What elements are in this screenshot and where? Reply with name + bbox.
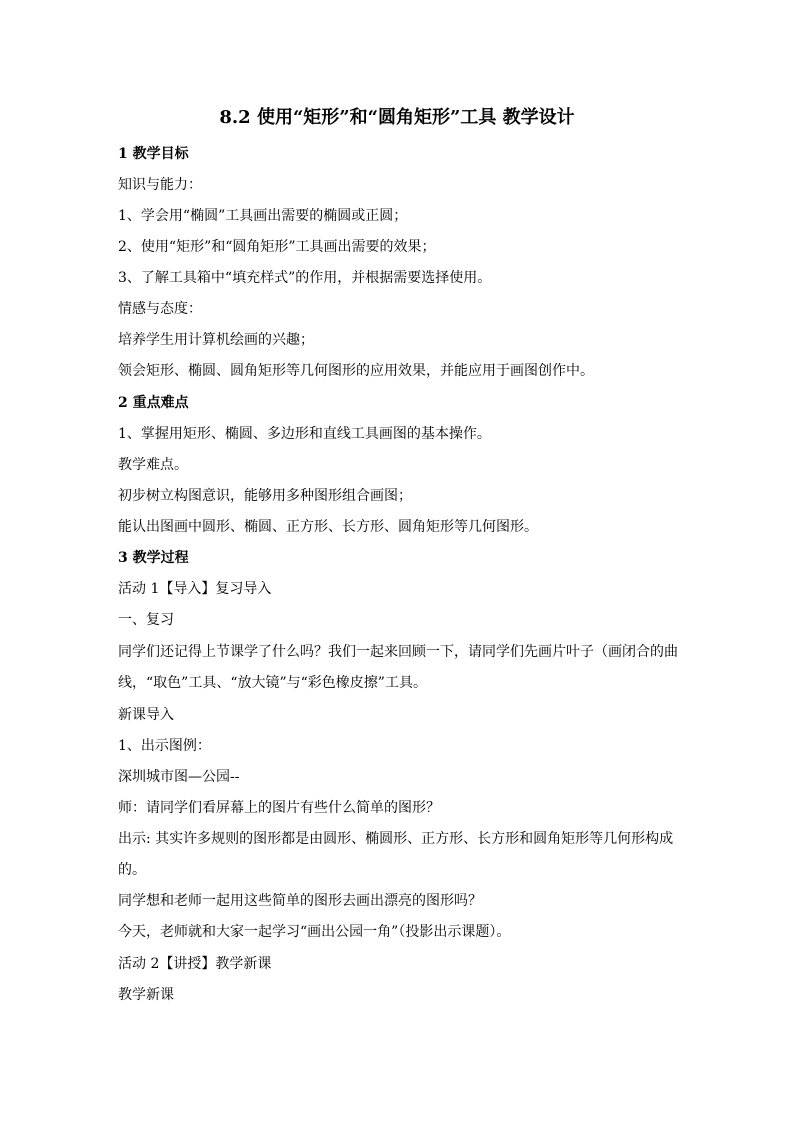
- process-line-13: 活动 2【讲授】教学新课: [118, 956, 272, 972]
- key-point-item-2: 教学难点。: [118, 457, 188, 473]
- process-line-1: 活动 1【导入】复习导入: [118, 581, 272, 597]
- attitude-label: 情感与态度：: [118, 301, 202, 317]
- section-heading-objectives: 1 教学目标: [118, 146, 189, 162]
- objective-item-2: 2、使用“矩形”和“圆角矩形”工具画出需要的效果；: [118, 239, 436, 255]
- process-line-3: 同学们还记得上节课学了什么吗？我们一起来回顾一下，请同学们先画片叶子（画闭合的曲: [118, 644, 678, 660]
- objective-item-1: 1、学会用“椭圆”工具画出需要的椭圆或正圆；: [118, 208, 408, 224]
- attitude-item-1: 培养学生用计算机绘画的兴趣；: [118, 332, 314, 348]
- attitude-item-2: 领会矩形、椭圆、圆角矩形等几何图形的应用效果，并能应用于画图创作中。: [118, 363, 594, 379]
- process-line-5: 新课导入: [118, 707, 174, 723]
- knowledge-ability-label: 知识与能力：: [118, 177, 202, 193]
- process-line-14: 教学新课: [118, 987, 174, 1003]
- section-heading-key-points: 2 重点难点: [118, 395, 189, 411]
- process-line-8: 师：请同学们看屏幕上的图片有些什么简单的图形？: [118, 800, 440, 816]
- process-line-6: 1、出示图例：: [118, 738, 211, 754]
- key-point-item-3: 初步树立构图意识，能够用多种图形组合画图；: [118, 488, 412, 504]
- section-heading-process: 3 教学过程: [118, 550, 189, 566]
- process-line-4: 线，“取色”工具、“放大镜”与“彩色橡皮擦”工具。: [118, 675, 427, 691]
- objective-item-3: 3、了解工具箱中“填充样式”的作用，并根据需要选择使用。: [118, 270, 492, 286]
- key-point-item-1: 1、掌握用矩形、椭圆、多边形和直线工具画图的基本操作。: [118, 426, 491, 442]
- process-line-12: 今天，老师就和大家一起学习“画出公园一角”（投影出示课题）。: [118, 924, 511, 940]
- key-point-item-4: 能认出图画中圆形、椭圆、正方形、长方形、圆角矩形等几何图形。: [118, 519, 538, 535]
- process-line-10: 的。: [118, 862, 146, 878]
- document-title: 8.2 使用“矩形”和“圆角矩形”工具 教学设计: [219, 107, 575, 128]
- process-line-7: 深圳城市图—公园--: [118, 769, 240, 785]
- process-line-9: 出示: 其实许多规则的图形都是由圆形、椭圆形、正方形、长方形和圆角矩形等几何形构成: [118, 831, 674, 847]
- process-line-2: 一、复习: [118, 612, 174, 628]
- process-line-11: 同学想和老师一起用这些简单的图形去画出漂亮的图形吗？: [118, 893, 482, 909]
